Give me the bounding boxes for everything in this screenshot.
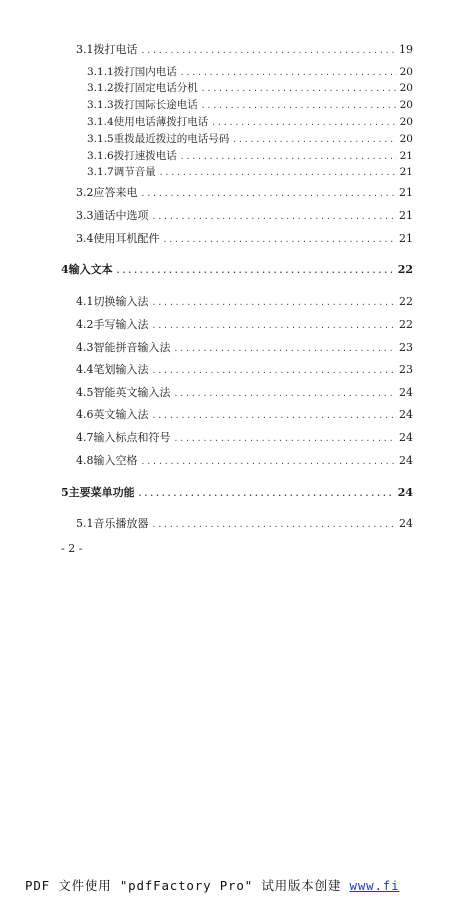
section-number: 4.7: [76, 431, 94, 444]
page-ref: 22: [399, 295, 413, 308]
page-ref: 24: [399, 454, 413, 467]
section-number: 5.1: [76, 517, 94, 530]
section-number: 3.1.1: [87, 66, 114, 78]
section-title: 应答来电: [93, 186, 138, 199]
page-ref: 20: [399, 99, 413, 111]
chapter-title: 输入文本: [68, 263, 113, 276]
section-title: 重拨最近拨过的电话号码: [113, 133, 230, 145]
toc-entry[interactable]: [76, 294, 413, 310]
section-number: 4.2: [76, 318, 94, 331]
toc-entry[interactable]: [76, 317, 413, 333]
section-title: 智能英文输入法: [93, 386, 171, 399]
toc-entry[interactable]: [61, 262, 413, 278]
footer-text: PDF 文件使用 "pdfFactory Pro" 试用版本创建: [25, 878, 350, 893]
section-title: 音乐播放器: [93, 517, 149, 530]
dot-leader: [116, 263, 395, 279]
section-number: 3.1.2: [87, 82, 114, 94]
section-number: 3.2: [76, 186, 94, 199]
section-title: 英文输入法: [93, 408, 149, 421]
dot-leader: [232, 132, 396, 148]
page-ref: 22: [397, 263, 413, 276]
section-number: 4.6: [76, 408, 94, 421]
dot-leader: [180, 65, 397, 81]
toc-entry[interactable]: [76, 385, 413, 401]
page-ref: 24: [399, 517, 413, 530]
page-ref: 20: [399, 82, 413, 94]
section-title: 使用耳机配件: [93, 232, 160, 245]
toc-entry[interactable]: [87, 97, 413, 113]
dot-leader: [141, 454, 397, 470]
chapter-title: 主要菜单功能: [68, 486, 135, 499]
section-title: 调节音量: [113, 166, 156, 178]
section-number: 3.3: [76, 209, 94, 222]
section-number: 3.1.7: [87, 166, 114, 178]
page-ref: 19: [399, 43, 413, 56]
page-ref: 20: [399, 116, 413, 128]
toc-entry[interactable]: [76, 185, 413, 201]
toc-entry[interactable]: [61, 485, 413, 501]
toc-entry[interactable]: [87, 64, 413, 80]
pdf-watermark-footer: [25, 876, 454, 896]
toc-entry[interactable]: [87, 80, 413, 96]
section-number: 3.1.4: [87, 116, 114, 128]
section-number: 3.1.3: [87, 99, 114, 111]
section-title: 拨打国际长途电话: [113, 99, 198, 111]
page-ref: 24: [399, 431, 413, 444]
footer-link[interactable]: www.fi: [349, 878, 400, 893]
page-ref: 24: [397, 486, 413, 499]
toc-entry[interactable]: [87, 164, 413, 180]
chapter-number: 5: [61, 486, 69, 499]
page-ref: 24: [399, 408, 413, 421]
dot-leader: [180, 149, 397, 165]
dot-leader: [163, 232, 397, 248]
chapter-number: 4: [61, 263, 69, 276]
dot-leader: [152, 363, 397, 379]
toc-entry[interactable]: [87, 114, 413, 130]
section-title: 输入标点和符号: [93, 431, 171, 444]
dot-leader: [152, 209, 397, 225]
section-title: 通话中选项: [93, 209, 149, 222]
dot-leader: [174, 431, 397, 447]
section-title: 使用电话薄拨打电话: [113, 116, 209, 128]
dot-leader: [174, 341, 397, 357]
dot-leader: [174, 386, 397, 402]
dot-leader: [152, 318, 397, 334]
section-number: 4.1: [76, 295, 94, 308]
toc-entry[interactable]: [76, 231, 413, 247]
section-title: 拨打电话: [93, 43, 138, 56]
section-title: 手写输入法: [93, 318, 149, 331]
section-title: 拨打速拨电话: [113, 150, 177, 162]
section-number: 3.1.5: [87, 133, 114, 145]
toc-entry[interactable]: [76, 208, 413, 224]
dot-leader: [201, 81, 397, 97]
toc-entry[interactable]: [87, 148, 413, 164]
dot-leader: [201, 98, 397, 114]
section-number: 3.1.6: [87, 150, 114, 162]
page-ref: 21: [399, 150, 413, 162]
page-ref: 21: [399, 166, 413, 178]
section-title: 智能拼音输入法: [93, 341, 171, 354]
page-ref: 21: [399, 232, 413, 245]
toc-entry[interactable]: [76, 42, 413, 58]
toc-entry[interactable]: [76, 340, 413, 356]
section-title: 拨打国内电话: [113, 66, 177, 78]
toc-entry[interactable]: [87, 131, 413, 147]
page-ref: 21: [399, 186, 413, 199]
page-ref: 23: [399, 363, 413, 376]
page-ref: 21: [399, 209, 413, 222]
section-number: 3.1: [76, 43, 94, 56]
toc-entry[interactable]: [76, 430, 413, 446]
section-number: 4.5: [76, 386, 94, 399]
dot-leader: [152, 408, 397, 424]
dot-leader: [138, 486, 395, 502]
dot-leader: [152, 295, 397, 311]
dot-leader: [211, 115, 396, 131]
dot-leader: [152, 517, 397, 533]
page-ref: 22: [399, 318, 413, 331]
section-title: 输入空格: [93, 454, 138, 467]
section-title: 拨打固定电话分机: [113, 82, 198, 94]
toc-entry[interactable]: [76, 362, 413, 378]
toc-entry[interactable]: [76, 453, 413, 469]
toc-entry[interactable]: [76, 516, 413, 532]
page-ref: 24: [399, 386, 413, 399]
section-number: 4.4: [76, 363, 94, 376]
page-ref: 23: [399, 341, 413, 354]
section-title: 切换输入法: [93, 295, 149, 308]
section-number: 4.3: [76, 341, 94, 354]
dot-leader: [141, 186, 397, 202]
dot-leader: [159, 165, 397, 181]
toc-entry[interactable]: [76, 407, 413, 423]
page-number: - 2 -: [61, 542, 83, 555]
dot-leader: [141, 43, 397, 59]
section-title: 笔划输入法: [93, 363, 149, 376]
section-number: 4.8: [76, 454, 94, 467]
page-ref: 20: [399, 133, 413, 145]
section-number: 3.4: [76, 232, 94, 245]
page-ref: 20: [399, 66, 413, 78]
